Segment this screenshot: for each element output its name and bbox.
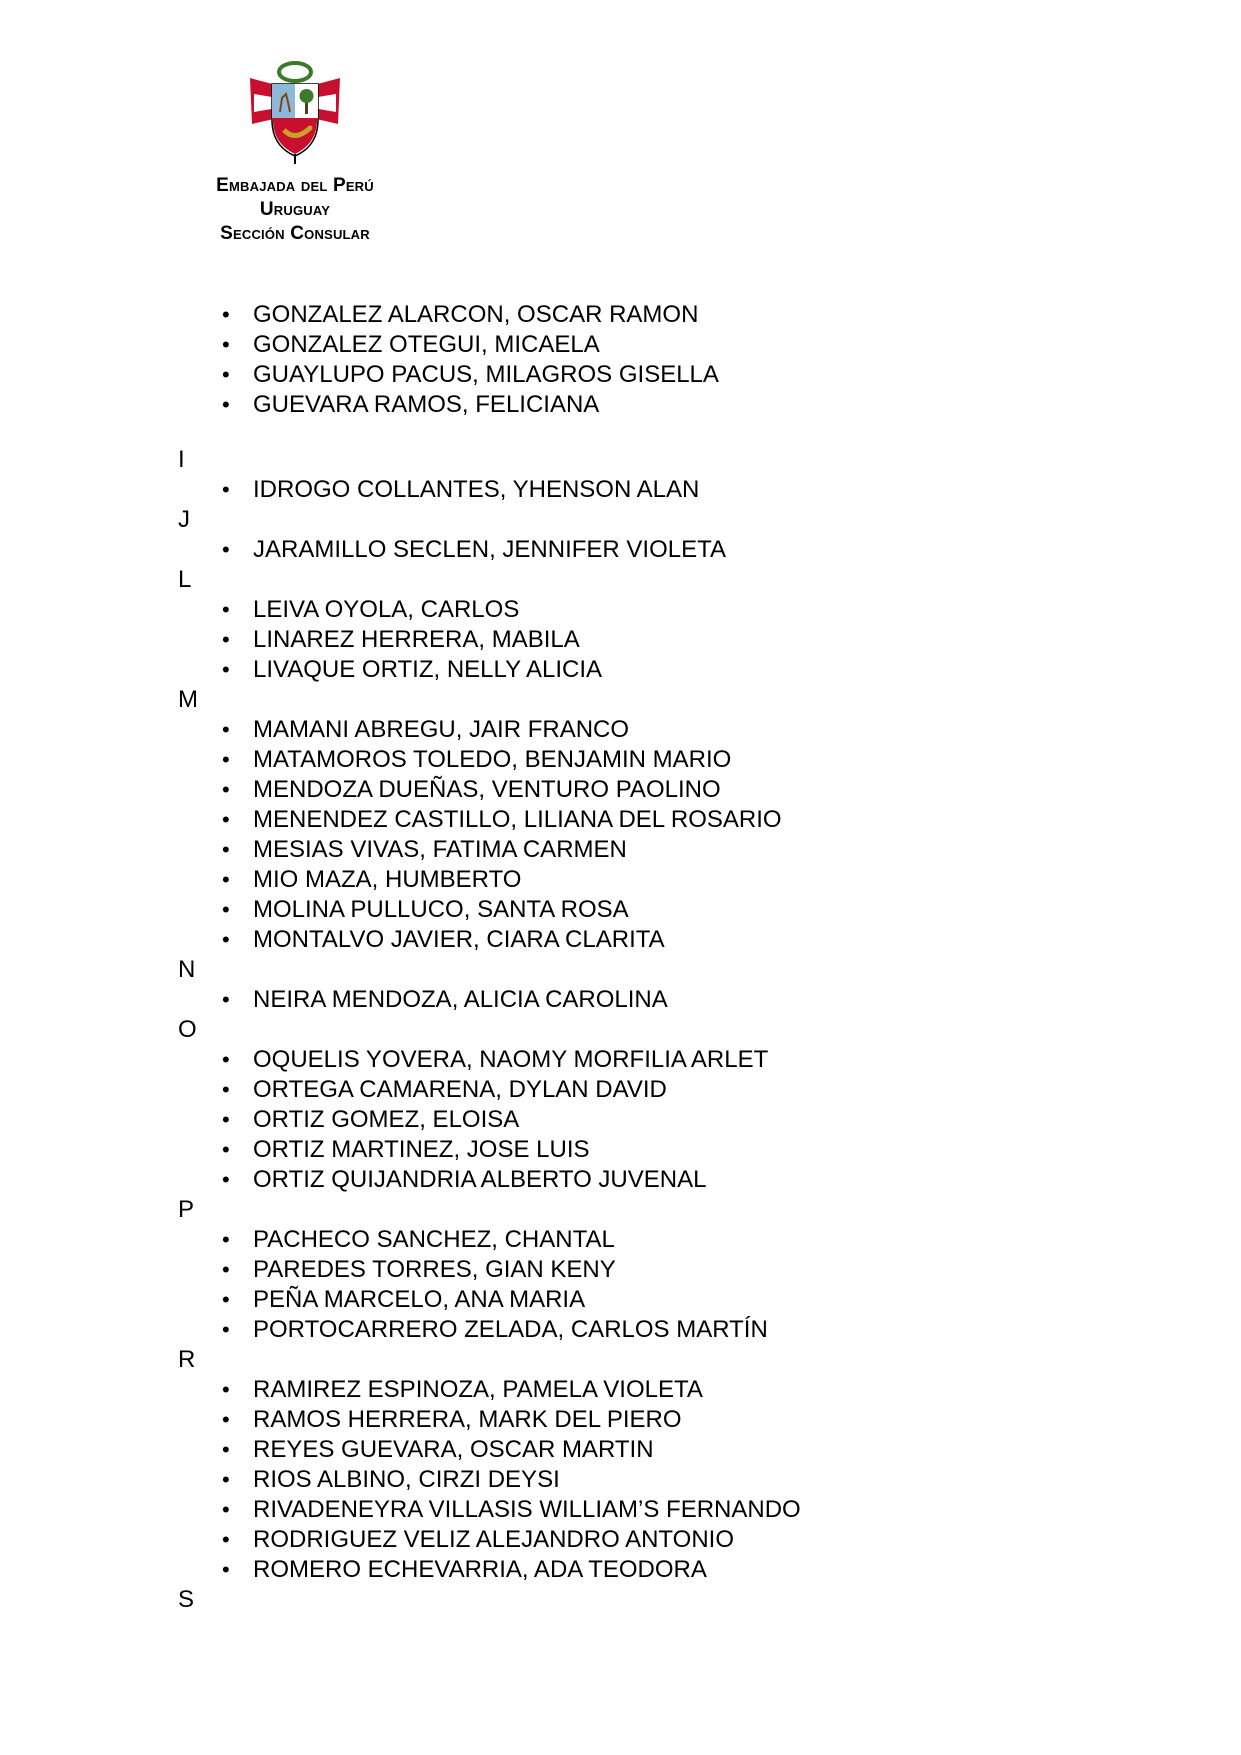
bullet-icon: • xyxy=(222,1137,230,1162)
section-letter: P xyxy=(178,1196,195,1223)
bullet-icon: • xyxy=(222,1527,230,1552)
person-name: REYES GUEVARA, OSCAR MARTIN xyxy=(253,1436,654,1463)
list-item xyxy=(178,925,1078,955)
list-item xyxy=(178,300,1078,330)
person-name: MESIAS VIVAS, FATIMA CARMEN xyxy=(253,836,627,863)
person-name: JARAMILLO SECLEN, JENNIFER VIOLETA xyxy=(253,536,727,563)
section-letter: S xyxy=(178,1586,195,1613)
list-item xyxy=(178,535,1078,565)
person-name: GONZALEZ ALARCON, OSCAR RAMON xyxy=(253,301,699,328)
letterhead-line-country: Uruguay xyxy=(259,199,331,220)
name-group-list xyxy=(178,985,1078,1015)
section-letter: R xyxy=(178,1346,196,1373)
letterhead xyxy=(170,58,420,246)
peru-coat-of-arms-icon xyxy=(240,58,350,168)
bullet-icon: • xyxy=(222,837,230,862)
person-name: IDROGO COLLANTES, YHENSON ALAN xyxy=(253,476,700,503)
bullet-icon: • xyxy=(222,867,230,892)
bullet-icon: • xyxy=(222,1077,230,1102)
bullet-icon: • xyxy=(222,807,230,832)
person-name: ORTIZ QUIJANDRIA ALBERTO JUVENAL xyxy=(253,1166,707,1193)
list-item xyxy=(178,1555,1078,1585)
list-item xyxy=(178,1525,1078,1555)
list-item xyxy=(178,715,1078,745)
list-item xyxy=(178,865,1078,895)
section-letter: O xyxy=(178,1016,197,1043)
person-name: MONTALVO JAVIER, CIARA CLARITA xyxy=(253,926,665,953)
person-name: GUAYLUPO PACUS, MILAGROS GISELLA xyxy=(253,361,719,388)
name-group-list xyxy=(178,1225,1078,1345)
list-item xyxy=(178,625,1078,655)
person-name: LIVAQUE ORTIZ, NELLY ALICIA xyxy=(253,656,603,683)
list-item xyxy=(178,1465,1078,1495)
bullet-icon: • xyxy=(222,332,230,357)
bullet-icon: • xyxy=(222,627,230,652)
list-item xyxy=(178,835,1078,865)
continuation-list xyxy=(178,300,1078,420)
letter-groups xyxy=(178,445,1078,1615)
person-name: OQUELIS YOVERA, NAOMY MORFILIA ARLET xyxy=(253,1046,769,1073)
bullet-icon: • xyxy=(222,1287,230,1312)
list-item xyxy=(178,775,1078,805)
list-item xyxy=(178,595,1078,625)
name-group-list xyxy=(178,1045,1078,1195)
section-letter: L xyxy=(178,566,192,593)
list-item xyxy=(178,360,1078,390)
person-name: MIO MAZA, HUMBERTO xyxy=(253,866,522,893)
bullet-icon: • xyxy=(222,1047,230,1072)
person-name: PORTOCARRERO ZELADA, CARLOS MARTÍN xyxy=(253,1316,768,1343)
section-letter: N xyxy=(178,956,196,983)
bullet-icon: • xyxy=(222,777,230,802)
name-group-list xyxy=(178,535,1078,565)
list-item xyxy=(178,390,1078,420)
bullet-icon: • xyxy=(222,747,230,772)
person-name: ROMERO ECHEVARRIA, ADA TEODORA xyxy=(253,1556,707,1583)
name-list xyxy=(178,300,1078,1615)
bullet-icon: • xyxy=(222,1167,230,1192)
person-name: PACHECO SANCHEZ, CHANTAL xyxy=(253,1226,615,1253)
bullet-icon: • xyxy=(222,1377,230,1402)
person-name: MENENDEZ CASTILLO, LILIANA DEL ROSARIO xyxy=(253,806,782,833)
bullet-icon: • xyxy=(222,477,230,502)
person-name: PEÑA MARCELO, ANA MARIA xyxy=(253,1286,586,1313)
person-name: MENDOZA DUEÑAS, VENTURO PAOLINO xyxy=(253,776,721,803)
list-item xyxy=(178,1285,1078,1315)
section-letter: J xyxy=(178,506,190,533)
list-item xyxy=(178,1435,1078,1465)
person-name: PAREDES TORRES, GIAN KENY xyxy=(253,1256,616,1283)
list-item xyxy=(178,330,1078,360)
section-letter: M xyxy=(178,686,198,713)
section-letter: I xyxy=(178,446,185,473)
person-name: GONZALEZ OTEGUI, MICAELA xyxy=(253,331,600,358)
person-name: RIVADENEYRA VILLASIS WILLIAM’S FERNANDO xyxy=(253,1496,801,1523)
bullet-icon: • xyxy=(222,927,230,952)
bullet-icon: • xyxy=(222,897,230,922)
list-item xyxy=(178,895,1078,925)
letterhead-line-embassy: Embajada del Perú xyxy=(216,175,374,196)
bullet-icon: • xyxy=(222,1107,230,1132)
person-name: LEIVA OYOLA, CARLOS xyxy=(253,596,520,623)
list-item xyxy=(178,1075,1078,1105)
person-name: ORTEGA CAMARENA, DYLAN DAVID xyxy=(253,1076,667,1103)
bullet-icon: • xyxy=(222,362,230,387)
list-item xyxy=(178,1255,1078,1285)
list-item xyxy=(178,1045,1078,1075)
bullet-icon: • xyxy=(222,1257,230,1282)
person-name: ORTIZ GOMEZ, ELOISA xyxy=(253,1106,520,1133)
bullet-icon: • xyxy=(222,1317,230,1342)
name-group-list xyxy=(178,715,1078,955)
person-name: RODRIGUEZ VELIZ ALEJANDRO ANTONIO xyxy=(253,1526,734,1553)
bullet-icon: • xyxy=(222,1497,230,1522)
letterhead-line-section: Sección Consular xyxy=(220,223,370,244)
name-group-list xyxy=(178,595,1078,685)
person-name: LINAREZ HERRERA, MABILA xyxy=(253,626,580,653)
list-item xyxy=(178,1405,1078,1435)
list-item xyxy=(178,985,1078,1015)
person-name: NEIRA MENDOZA, ALICIA CAROLINA xyxy=(253,986,668,1013)
person-name: MOLINA PULLUCO, SANTA ROSA xyxy=(253,896,629,923)
bullet-icon: • xyxy=(222,987,230,1012)
bullet-icon: • xyxy=(222,537,230,562)
list-item xyxy=(178,1495,1078,1525)
name-group-list xyxy=(178,475,1078,505)
person-name: RIOS ALBINO, CIRZI DEYSI xyxy=(253,1466,560,1493)
list-item xyxy=(178,1375,1078,1405)
person-name: GUEVARA RAMOS, FELICIANA xyxy=(253,391,600,418)
list-item xyxy=(178,655,1078,685)
person-name: MATAMOROS TOLEDO, BENJAMIN MARIO xyxy=(253,746,732,773)
list-item xyxy=(178,1225,1078,1255)
bullet-icon: • xyxy=(222,717,230,742)
person-name: RAMIREZ ESPINOZA, PAMELA VIOLETA xyxy=(253,1376,703,1403)
person-name: ORTIZ MARTINEZ, JOSE LUIS xyxy=(253,1136,590,1163)
bullet-icon: • xyxy=(222,1227,230,1252)
list-item xyxy=(178,1135,1078,1165)
bullet-icon: • xyxy=(222,1437,230,1462)
list-item xyxy=(178,475,1078,505)
bullet-icon: • xyxy=(222,392,230,417)
bullet-icon: • xyxy=(222,657,230,682)
name-group-list xyxy=(178,1375,1078,1585)
list-item xyxy=(178,1105,1078,1135)
bullet-icon: • xyxy=(222,302,230,327)
bullet-icon: • xyxy=(222,1467,230,1492)
person-name: MAMANI ABREGU, JAIR FRANCO xyxy=(253,716,630,743)
list-item xyxy=(178,745,1078,775)
bullet-icon: • xyxy=(222,1557,230,1582)
list-item xyxy=(178,805,1078,835)
bullet-icon: • xyxy=(222,597,230,622)
bullet-icon: • xyxy=(222,1407,230,1432)
list-item xyxy=(178,1165,1078,1195)
spacer xyxy=(178,420,1078,445)
list-item xyxy=(178,1315,1078,1345)
person-name: RAMOS HERRERA, MARK DEL PIERO xyxy=(253,1406,682,1433)
